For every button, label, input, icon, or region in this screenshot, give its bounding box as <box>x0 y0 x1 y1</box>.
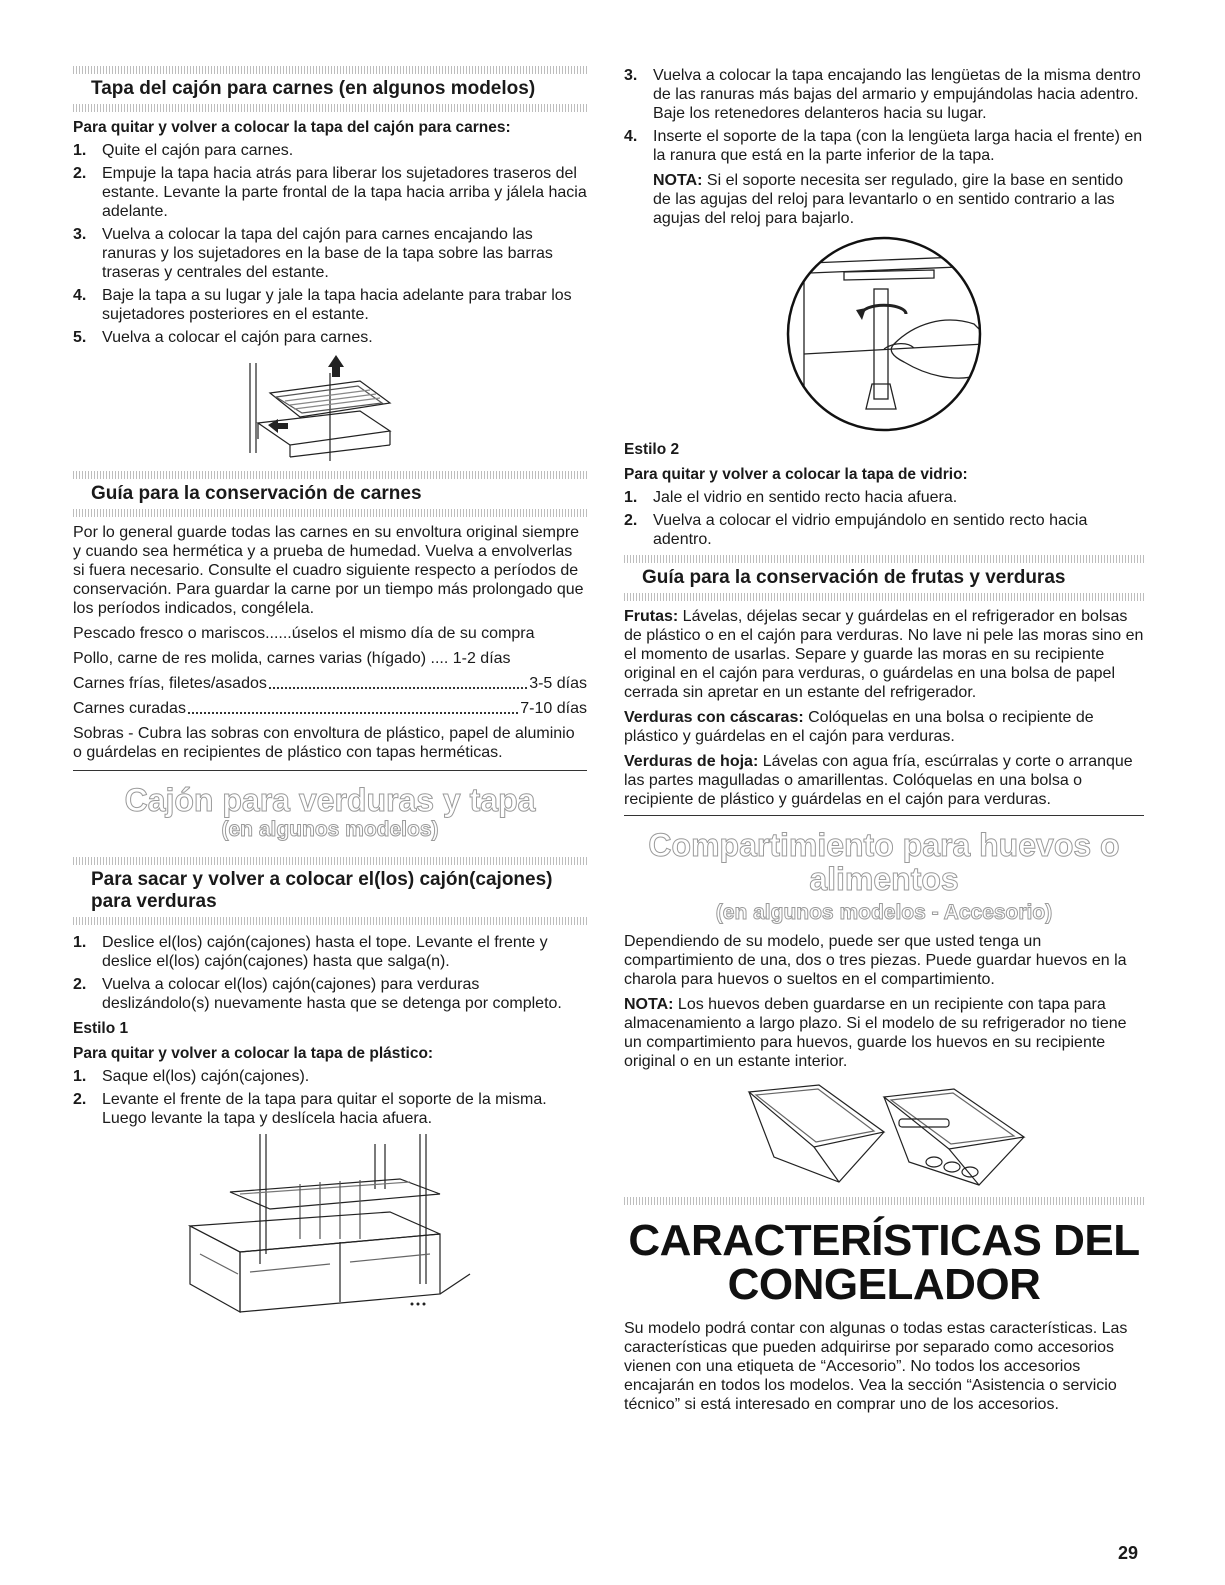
storage-line-cured: Carnes curadas 7-10 días <box>73 700 587 717</box>
list-item: 2. Vuelva a colocar el vidrio empujándolo en sentido recto hacia adentro. <box>624 512 1088 548</box>
peeled-vegetables-text: Verduras con cáscaras: Colóquelas en una bolsa o recipiente de plástico y guárdelas en el cajón para verduras. <box>624 709 1094 745</box>
section-title-meat-drawer-cover: Tapa del cajón para carnes (en algunos modelos) <box>91 78 536 99</box>
storage-line-cold-cuts: Carnes frías, filetes/asados 3-5 días <box>73 675 587 692</box>
list-item: 1. Saque el(los) cajón(cajones). <box>73 1068 310 1085</box>
crisper-steps <box>73 933 587 1013</box>
freezer-features-text: Su modelo podrá contar con algunas o todas estas características. Las características que pueden adquirirse por separado como accesorios vienen con una etiqueta de “Accesorio”. No todos los accesorios encajarán en todos los modelos. Vea la sección “Asistencia o servicio técnico” si está interesado en comprar uno de los accesorios. <box>624 1320 1128 1413</box>
page-number: 29 <box>1118 1543 1139 1563</box>
meat-guide-intro: Por lo general guarde todas las carnes en su envoltura original siempre y cuando sea hermética y a prueba de humedad. Vuelva a envolverlas si fuera necesario. Consulte el cuadro siguiente respecto a períodos de conservación. Para guardar la carne por un tiempo más prolongado que los períodos indicados, congélela. <box>73 524 584 617</box>
list-item: 4. Inserte el soporte de la tapa (con la lengüeta larga hacia el frente) en la ranura que está en la parte inferior de la tapa. <box>624 128 1143 164</box>
section-divider <box>624 1197 1144 1205</box>
list-item: 2. Empuje la tapa hacia atrás para liberar los sujetadores traseros del estante. Levante la parte frontal de la tapa hacia arriba y jálela hacia adelante. <box>73 165 587 220</box>
list-item: 3. Vuelva a colocar la tapa del cajón para carnes encajando las ranuras y los sujetadores en la base de la tapa sobre las barras traseras y centrales del estante. <box>73 226 553 281</box>
list-item: 4. Baje la tapa a su lugar y jale la tapa hacia adelante para trabar los sujetadores posteriores en el estante. <box>73 287 572 323</box>
section-title-egg-compartment: Compartimiento para huevos o alimentos (en algunos modelos - Accesorio) <box>648 827 1120 924</box>
list-item: 1. Quite el cajón para carnes. <box>73 142 294 159</box>
style1-continued-steps <box>624 66 1144 165</box>
storage-line-poultry: Pollo, carne de res molida, carnes varias (hígado) .... 1-2 días <box>73 650 511 667</box>
section-divider <box>624 593 1144 601</box>
style1-steps <box>73 1067 587 1128</box>
list-item: 1. Deslice el(los) cajón(cajones) hasta el tope. Levante el frente y deslice el(los) cajón(cajones) hasta que salga(n). <box>73 934 548 970</box>
left-column <box>73 66 587 1330</box>
style2-steps <box>624 488 1144 549</box>
meat-cover-steps <box>73 141 587 347</box>
style1-heading: Estilo 1 <box>73 1020 129 1037</box>
section-divider <box>73 857 587 865</box>
right-column <box>624 66 1144 1420</box>
egg-bin-illustration <box>734 1077 1034 1187</box>
style1-subtitle: Para quitar y volver a colocar la tapa de plástico: <box>73 1045 434 1062</box>
subtitle-meat-cover-remove: Para quitar y volver a colocar la tapa del cajón para carnes: <box>73 119 511 136</box>
fruits-text: Frutas: Lávelas, déjelas secar y guárdelas en el refrigerador en bolsas de plástico o en el cajón para verduras. No lave ni pele las moras sino en el momento de usarlas. Separe y guarde las moras en su recipiente original en el cajón para verduras, o guárdelas en una bolsa de papel cerrada sin apretar en un estante del refrigerador. <box>624 608 1144 701</box>
section-title-produce-guide: Guía para la conservación de frutas y verduras <box>642 567 1066 588</box>
section-divider <box>73 471 587 479</box>
section-title-crisper-remove: Para sacar y volver a colocar el(los) cajón(cajones) para verduras <box>91 869 553 912</box>
section-rule <box>624 815 1144 816</box>
style2-subtitle: Para quitar y volver a colocar la tapa de vidrio: <box>624 466 968 483</box>
egg-note: NOTA: Los huevos deben guardarse en un recipiente con tapa para almacenamiento a largo plazo. Si el modelo de su refrigerador no tiene un compartimiento para huevos, guarde los huevos en su recipiente original o en un estante interior. <box>624 996 1127 1070</box>
section-divider <box>73 509 587 517</box>
support-adjust-illustration <box>784 234 984 434</box>
section-divider <box>73 66 587 74</box>
section-divider <box>624 555 1144 563</box>
section-title-crisper: Cajón para verduras y tapa (en algunos modelos) <box>124 782 536 841</box>
leftovers-text: Sobras - Cubra las sobras con envoltura de plástico, papel de aluminio o guárdelas en recipientes de plástico con tapas herméticas. <box>73 725 575 761</box>
list-item: 1. Jale el vidrio en sentido recto hacia afuera. <box>624 489 958 506</box>
storage-line-fish: Pescado fresco o mariscos......úselos el mismo día de su compra <box>73 625 535 642</box>
section-title-meat-guide: Guía para la conservación de carnes <box>91 483 422 504</box>
note-support-adjust: NOTA: Si el soporte necesita ser regulado, gire la base en sentido de las agujas del reloj para levantarlo o en sentido contrario a las agujas del reloj para bajarlo. <box>653 172 1124 227</box>
list-item: 2. Vuelva a colocar el(los) cajón(cajones) para verduras deslizándolo(s) nuevamente hasta que se detenga por completo. <box>73 976 562 1012</box>
section-divider <box>73 104 587 112</box>
freezer-features-title: CARACTERÍSTICAS DEL CONGELADOR <box>628 1216 1140 1309</box>
section-divider <box>73 917 587 925</box>
meat-cover-illustration <box>230 353 430 465</box>
list-item: 3. Vuelva a colocar la tapa encajando las lengüetas de la misma dentro de las ranuras más bajas del armario y empujándolas hacia adentro. Baje los retenedores delanteros hacia su lugar. <box>624 67 1141 122</box>
egg-compartment-text: Dependiendo de su modelo, puede ser que usted tenga un compartimiento de una, dos o tres piezas. Puede guardar huevos en la charola para huevos o sueltos en el compartimiento. <box>624 933 1127 988</box>
section-rule <box>73 770 587 771</box>
crisper-drawer-illustration <box>180 1134 480 1324</box>
leafy-vegetables-text: Verduras de hoja: Lávelas con agua fría, escúrralas y corte o arranque las partes magulladas o amarillentas. Colóquelas en una bolsa o recipiente de plástico y guárdelas en el cajón para verduras. <box>624 753 1133 808</box>
style2-heading: Estilo 2 <box>624 441 680 458</box>
list-item: 2. Levante el frente de la tapa para quitar el soporte de la misma. Luego levante la tapa y deslícela hacia afuera. <box>73 1091 547 1127</box>
list-item: 5. Vuelva a colocar el cajón para carnes. <box>73 329 373 346</box>
